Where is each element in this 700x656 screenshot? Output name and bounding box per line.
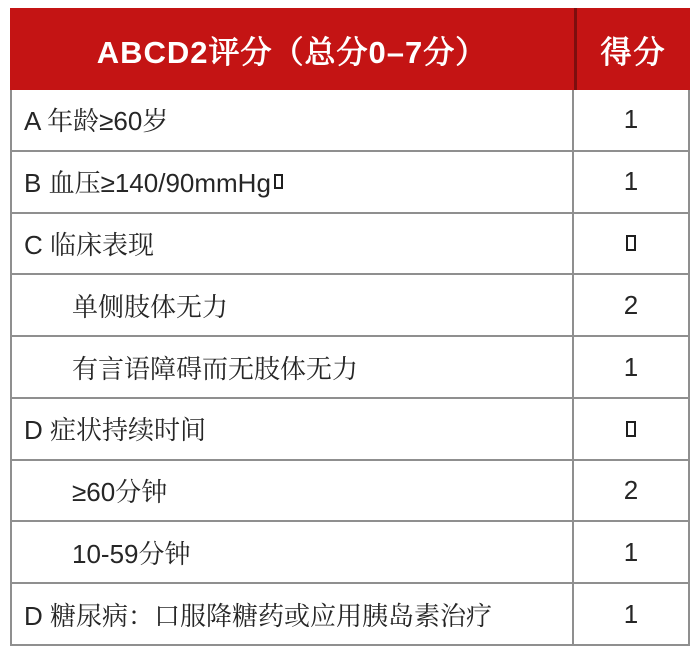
table-body (10, 90, 690, 646)
criteria-label: 有言语障碍而无肢体无力 (72, 353, 359, 384)
criteria-cell (12, 214, 572, 274)
table-title: ABCD2评分（总分0–7分） (96, 34, 488, 70)
score-value: 1 (623, 166, 639, 197)
criteria-label: B 血压≥140/90mmHg (24, 168, 271, 199)
table-row (12, 461, 688, 523)
criteria-cell (12, 90, 572, 150)
score-value: 2 (623, 475, 639, 506)
table-row (12, 522, 688, 584)
abcd2-score-table (10, 8, 690, 646)
header-title-cell (10, 8, 574, 90)
criteria-cell (12, 584, 572, 644)
criteria-cell (12, 522, 572, 582)
criteria-label: ≥60分钟 (72, 477, 168, 508)
score-value: 1 (623, 104, 639, 135)
score-value: 1 (623, 536, 639, 567)
criteria-label: C 临床表现 (24, 229, 155, 260)
table-row (12, 337, 688, 399)
criteria-label: A 年龄≥60岁 (24, 106, 169, 137)
score-cell (572, 337, 688, 397)
score-value: 2 (623, 289, 639, 320)
score-cell (572, 275, 688, 335)
score-cell (572, 399, 688, 459)
score-cell (572, 90, 688, 150)
table-row (12, 584, 688, 644)
missing-glyph-box-icon (274, 174, 283, 189)
score-column-header: 得分 (600, 34, 667, 70)
criteria-cell (12, 337, 572, 397)
criteria-label: 10-59分钟 (72, 538, 191, 569)
table-row (12, 399, 688, 461)
criteria-label: D 糖尿病：口服降糖药或应用胰岛素治疗 (24, 600, 493, 631)
criteria-cell (12, 399, 572, 459)
score-cell (572, 584, 688, 644)
table-row (12, 90, 688, 152)
score-cell (572, 152, 688, 212)
score-value: 1 (623, 351, 639, 382)
table-row (12, 275, 688, 337)
criteria-label: D 症状持续时间 (24, 415, 207, 446)
header-score-cell (574, 8, 690, 90)
criteria-label: 单侧肢体无力 (72, 291, 229, 322)
criteria-cell (12, 275, 572, 335)
criteria-cell (12, 152, 572, 212)
score-cell (572, 461, 688, 521)
score-cell (572, 522, 688, 582)
table-row (12, 214, 688, 276)
score-cell (572, 214, 688, 274)
table-header (10, 8, 690, 90)
missing-glyph-box-icon (626, 421, 636, 437)
table-row (12, 152, 688, 214)
missing-glyph-box-icon (626, 235, 636, 251)
score-value: 1 (623, 598, 639, 629)
criteria-cell (12, 461, 572, 521)
